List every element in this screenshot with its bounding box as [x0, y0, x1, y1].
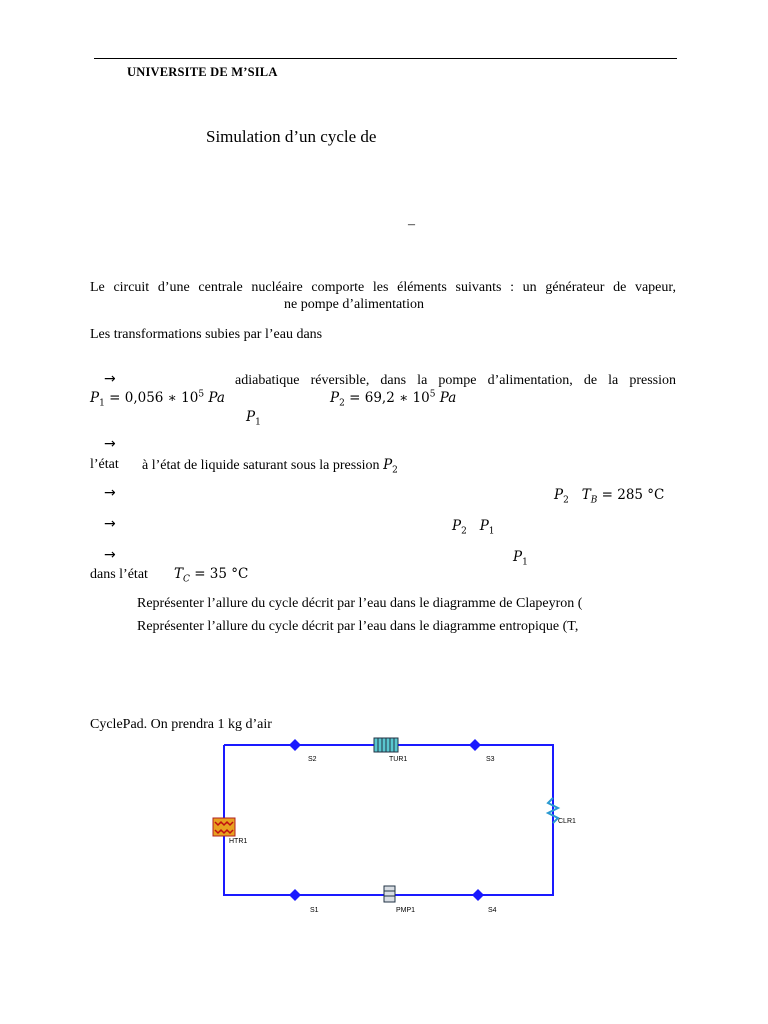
transformations-intro: Les transformations subies par l’eau dans	[90, 327, 323, 342]
step1-p1-symbol: $P_1$	[246, 409, 261, 428]
question-clapeyron: Représenter l’allure du cycle décrit par l’eau dans le diagramme de Clapeyron (	[137, 596, 583, 611]
heater-icon[interactable]	[213, 818, 235, 836]
step2-text-b: à l’état de liquide saturant sous la pression $P_2$	[142, 457, 398, 476]
step4-arrow-icon: →	[104, 516, 116, 532]
label-s2: S2	[308, 756, 317, 763]
label-heater: HTR1	[229, 838, 248, 845]
label-s1: S1	[310, 907, 319, 914]
question-entropique: Représenter l’allure du cycle décrit par l’eau dans le diagramme entropique (T,	[137, 619, 579, 634]
step4-formula: $P_2$ $P_1$	[452, 518, 495, 537]
step2-arrow-icon: →	[104, 436, 116, 452]
state-point-s4[interactable]	[472, 889, 484, 901]
label-s3: S3	[486, 756, 495, 763]
state-point-s3[interactable]	[469, 739, 481, 751]
cycle-loop-line	[224, 745, 553, 895]
state-point-s1[interactable]	[289, 889, 301, 901]
pump-icon[interactable]	[384, 886, 395, 902]
step3-formula: $P_2$ $T_B = 285$ °C	[554, 487, 665, 506]
step5-p1-symbol: $P_1$	[513, 549, 528, 568]
cyclepad-line: CyclePad. On prendra 1 kg d’air	[90, 717, 272, 732]
state-point-s2[interactable]	[289, 739, 301, 751]
document-title: Simulation d’un cycle de	[206, 127, 377, 146]
university-header: UNIVERSITE DE M’SILA	[127, 65, 278, 79]
label-cooler: CLR1	[558, 818, 576, 825]
label-s4: S4	[488, 907, 497, 914]
step1-text: adiabatique réversible, dans la pompe d’alimentation, de la pression	[235, 373, 676, 388]
step1-p1-formula: $P_1 = 0,056$ ∗ $10^5$ Pa	[90, 389, 225, 409]
step1-arrow-icon: →	[104, 371, 116, 387]
turbine-icon[interactable]	[374, 738, 398, 752]
intro-line-1: Le circuit d’une centrale nucléaire comporte les éléments suivants : un générateur de vapeur,	[90, 280, 676, 295]
label-pump: PMP1	[396, 907, 416, 914]
header-rule	[94, 58, 677, 59]
step5-arrow-icon: →	[104, 547, 116, 563]
intro-line-2: ne pompe d’alimentation	[284, 297, 424, 312]
step1-p2-formula: $P_2 = 69,2$ ∗ $10^5$ Pa	[330, 389, 457, 409]
step2-text-a: l’état	[90, 457, 119, 472]
step5-text: dans l’état	[90, 567, 148, 582]
dash-mark: –	[408, 217, 415, 232]
step5-tc-formula: $T_C = 35$ °C	[174, 566, 249, 585]
cyclepad-diagram	[200, 730, 576, 920]
step3-arrow-icon: →	[104, 485, 116, 501]
label-turbine: TUR1	[389, 756, 408, 763]
